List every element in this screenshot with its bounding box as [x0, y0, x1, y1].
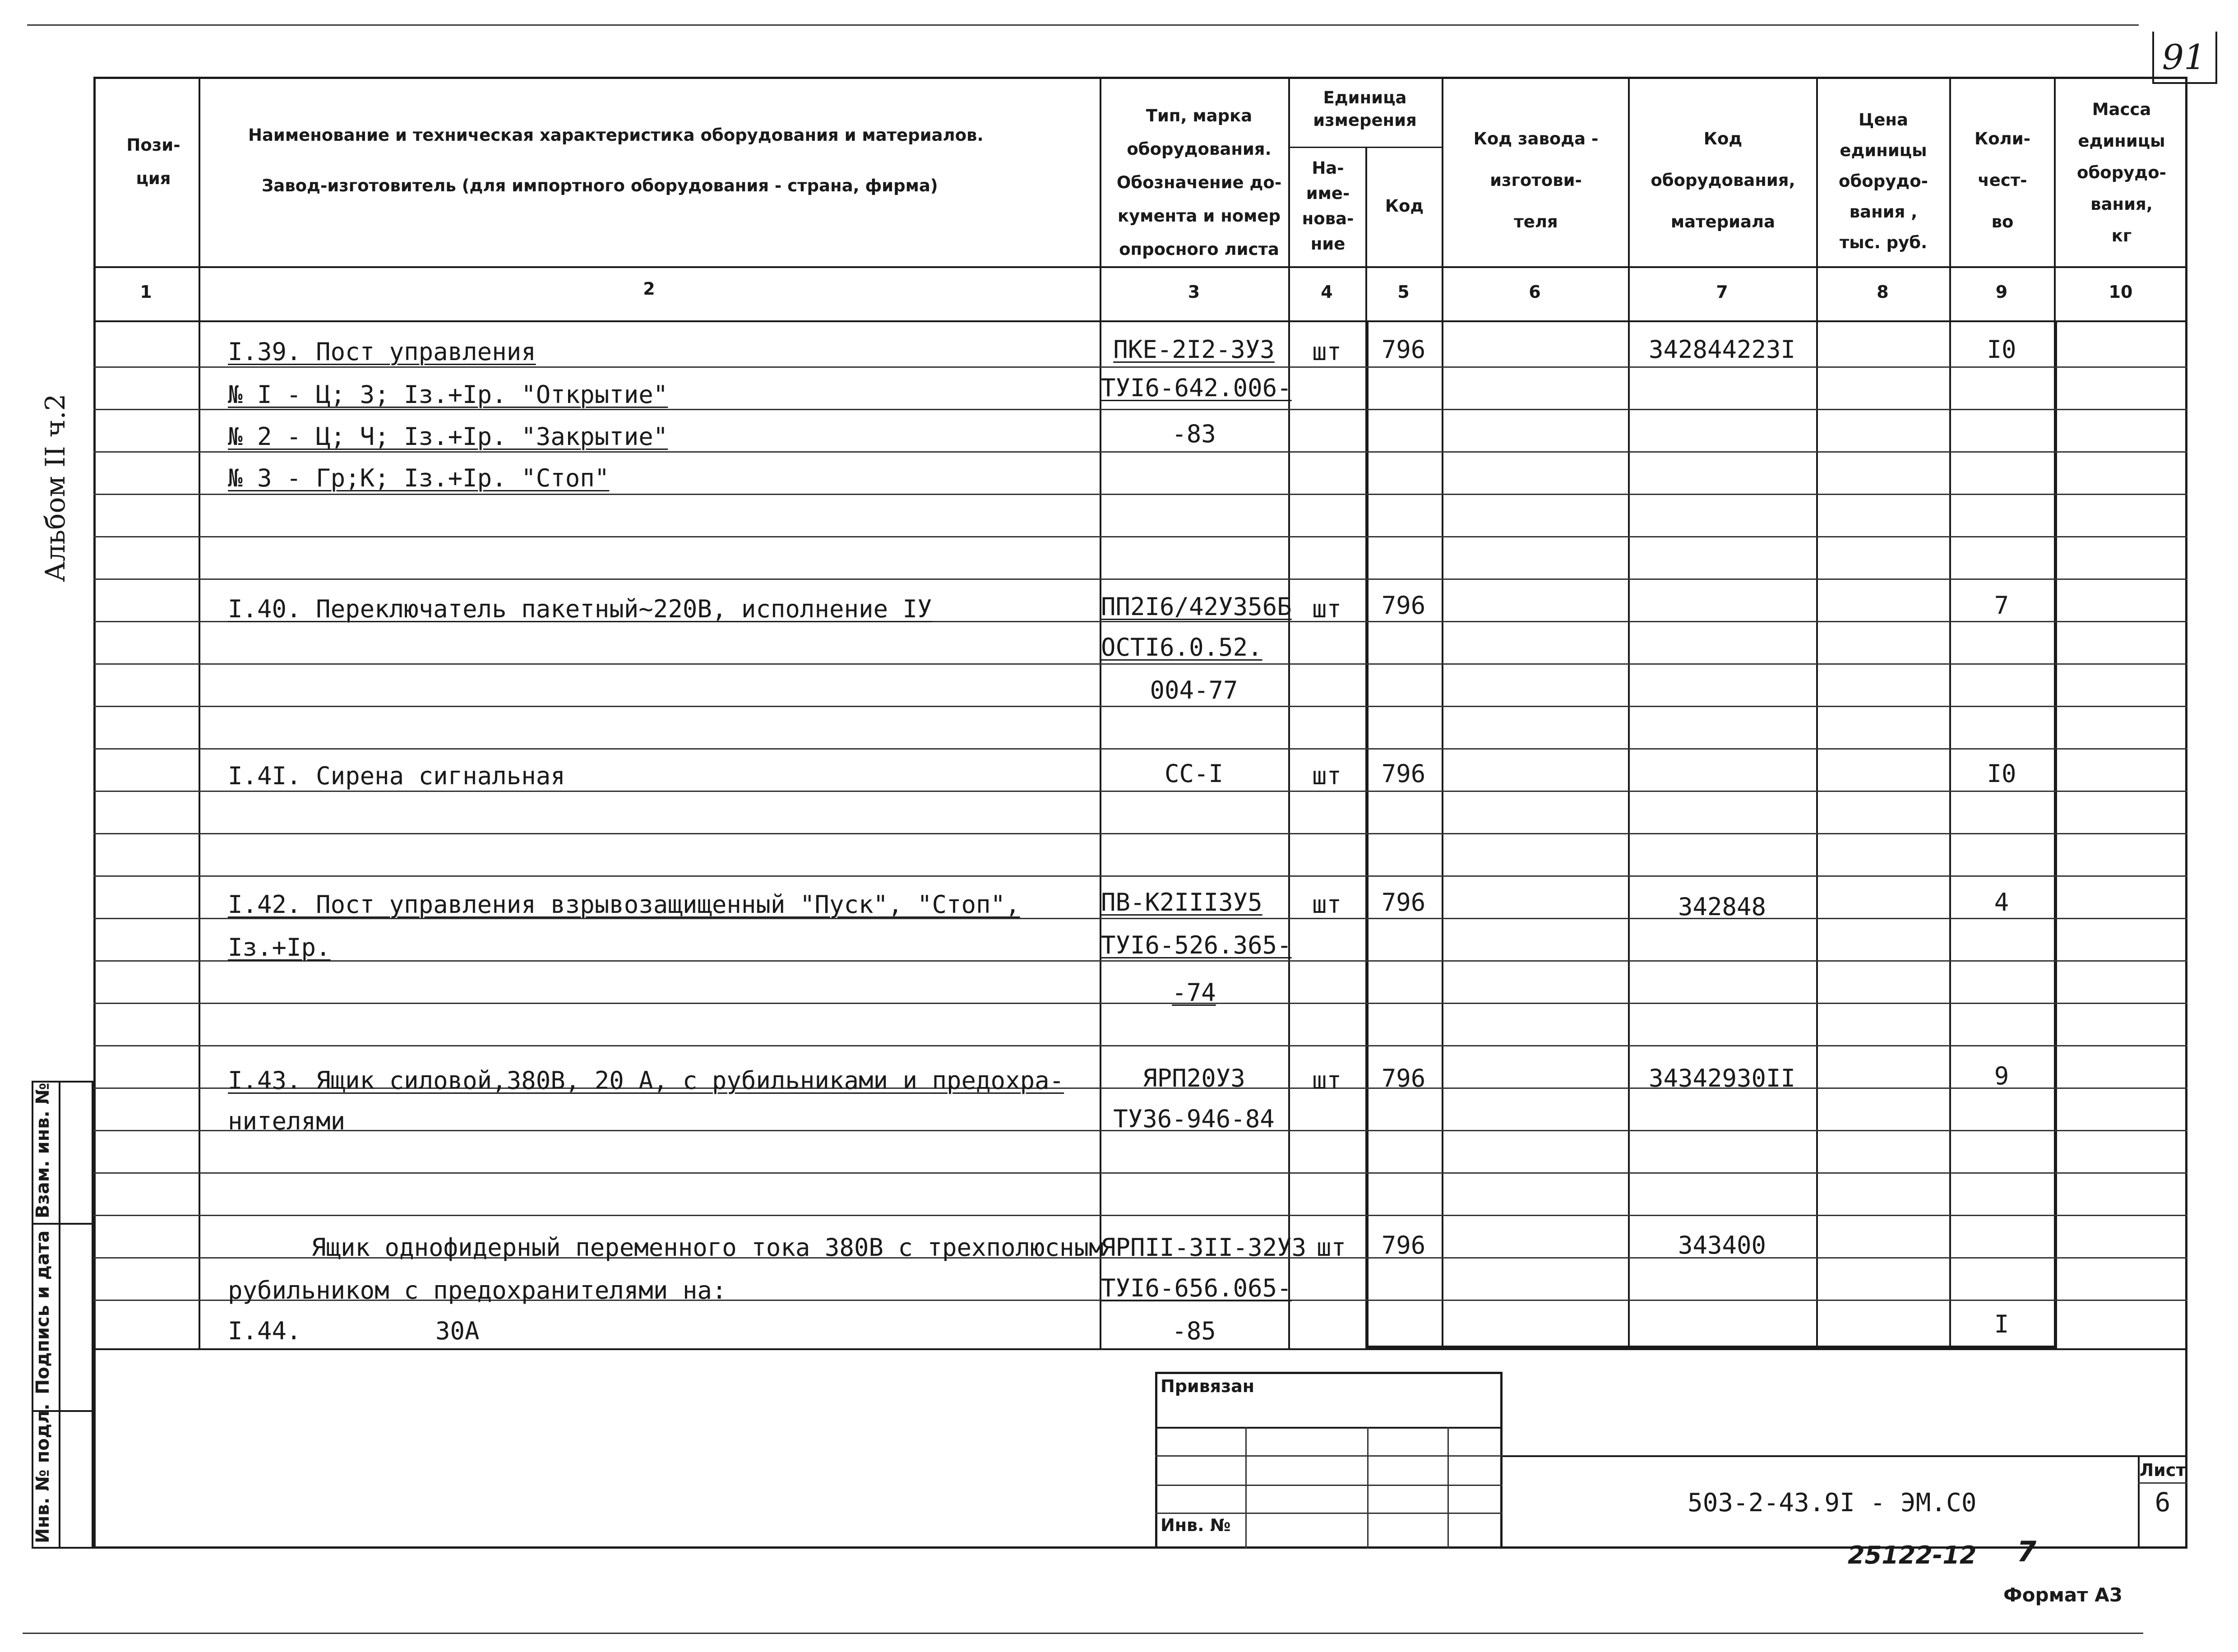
col-number: 5: [1397, 282, 1410, 302]
item-qty: I0: [1987, 759, 2016, 788]
item-type: ЯРП20У3: [1142, 1064, 1245, 1092]
bold-col-5: [1365, 320, 1369, 1348]
bound-label: Привязан: [1161, 1376, 1255, 1396]
stamp-line: [1155, 1455, 1503, 1457]
item-equip-code: 34342930II: [1648, 1064, 1796, 1092]
stamp-vline: [1447, 1427, 1449, 1549]
stamp-vline: [1245, 1427, 1247, 1549]
row-line: [93, 706, 2187, 707]
header-col6: Код завода - изготови- теля: [1473, 129, 1599, 231]
item-type: ТУ36-946-84: [1113, 1105, 1275, 1133]
item-type: ТУI6-656.065-: [1101, 1274, 1292, 1302]
header-col8: Цена единицы оборудо- вания , тыс. руб.: [1839, 110, 1928, 252]
header-col4: На- име- нова- ние: [1302, 158, 1354, 254]
item-name: № 3 - Гр;К; Iз.+Iр. "Стоп": [228, 464, 610, 492]
item-equip-code: 342844223I: [1648, 335, 1796, 364]
side-stamp-inv-orig: Инв. № подл.: [32, 1403, 53, 1543]
item-unit: шт: [1316, 1233, 1346, 1262]
item-type: ОСТI6.0.52.: [1101, 633, 1262, 662]
row-line: [93, 960, 2187, 962]
col-line-7: [1816, 77, 1818, 1348]
col-number: 3: [1188, 282, 1200, 302]
stamp-line: [1155, 1513, 1503, 1514]
row-line: [93, 748, 2187, 750]
item-code: 796: [1381, 759, 1426, 788]
row-line: [93, 833, 2187, 834]
item-type: 004-77: [1150, 676, 1238, 704]
item-unit: шт: [1312, 595, 1342, 623]
item-unit: шт: [1312, 338, 1342, 366]
header-col2: Наименование и техническая характеристика оборудования и материалов. Завод-изготовитель (для импортного оборудования - страна, фирма): [248, 125, 984, 195]
item-qty: 9: [1994, 1062, 2009, 1090]
item-qty: I: [1994, 1310, 2009, 1338]
col-number: 4: [1321, 282, 1333, 302]
item-code: 796: [1381, 888, 1426, 916]
item-name: I.40. Переключатель пакетный~220В, исполнение IУ: [228, 595, 932, 623]
item-qty: I0: [1987, 335, 2016, 364]
row-line: [93, 663, 2187, 665]
sheet-value: 6: [2155, 1487, 2171, 1518]
row-line: [93, 875, 2187, 877]
item-qty: 4: [1994, 888, 2009, 916]
col-number: 2: [643, 279, 655, 299]
row-line: [93, 494, 2187, 495]
row-line: [93, 791, 2187, 792]
row-line: [93, 366, 2187, 368]
handwritten-digit: 7: [2017, 1535, 2037, 1568]
row-line: [93, 536, 2187, 537]
header-col5: Код: [1385, 196, 1424, 216]
row-line: [93, 578, 2187, 580]
item-type: ПП2I6/42У356Б: [1101, 592, 1292, 621]
item-name: рубильником с предохранителями на:: [228, 1276, 727, 1305]
header-col9: Коли- чест- во: [1974, 129, 2031, 231]
sheet-box-line: [2138, 1482, 2187, 1484]
handwritten-number: 25122-12: [1848, 1541, 1977, 1569]
col-number: 7: [1716, 282, 1728, 302]
item-name: I.4I. Сирена сигнальная: [228, 762, 565, 790]
item-unit: шт: [1312, 762, 1342, 790]
item-code: 796: [1381, 335, 1426, 364]
document-code: 503-2-43.9I - ЭМ.С0: [1688, 1488, 1977, 1518]
col-number: 8: [1877, 282, 1889, 302]
row-line: [93, 1172, 2187, 1174]
item-type: -83: [1172, 420, 1216, 448]
item-type: ПКЕ-2I2-3У3: [1113, 335, 1275, 364]
item-name: № 2 - Ц; Ч; Iз.+Iр. "Закрытие": [228, 422, 668, 451]
trim-line-top: [27, 24, 2139, 26]
item-name: нителями: [228, 1107, 346, 1135]
bold-col-9: [2054, 320, 2057, 1348]
row-line: [93, 1045, 2187, 1046]
unit-group-line: [1288, 147, 1442, 148]
item-type: СС-I: [1164, 759, 1224, 788]
item-unit: шт: [1312, 890, 1342, 919]
stamp-line: [1155, 1485, 1503, 1486]
row-line: [93, 451, 2187, 453]
side-stamp-divider: [59, 1081, 60, 1549]
side-stamp-replaced-inv: Взам. инв. №: [32, 1083, 53, 1218]
item-type: ЯРПII-3II-32У3: [1101, 1233, 1307, 1262]
stamp-line: [1155, 1427, 1503, 1429]
col-line-2: [1100, 77, 1101, 1348]
format-label: Формат А3: [2003, 1584, 2122, 1606]
sheet-number-top: 91: [2162, 37, 2206, 77]
stamp-vline: [1367, 1427, 1369, 1549]
sheet-label: Лист: [2139, 1460, 2186, 1480]
item-name: I.43. Ящик силовой,380В, 20 А, с рубильниками и предохра-: [228, 1066, 1064, 1095]
col-number: 9: [1995, 282, 2008, 302]
item-type: ТУI6-526.365-: [1101, 931, 1292, 959]
item-name: Ящик однофидерный переменного тока 380В с трехполюсным: [311, 1233, 1104, 1262]
item-name-size: 30А: [435, 1317, 480, 1345]
item-code: 796: [1381, 1231, 1426, 1259]
row-line: [93, 409, 2187, 410]
item-qty: 7: [1994, 591, 2009, 620]
item-code: 796: [1381, 591, 1426, 620]
col-number: 6: [1529, 282, 1541, 302]
header-unit-group: Единица измерения: [1313, 88, 1417, 130]
item-type: ТУI6-642.006-: [1101, 374, 1292, 402]
item-name: I.39. Пост управления: [228, 338, 536, 366]
header-bottom-line: [93, 266, 2187, 268]
numbers-bottom-line: [93, 320, 2187, 322]
item-equip-code: 343400: [1678, 1231, 1766, 1259]
item-name: № I - Ц; З; Iз.+Iр. "Открытие": [228, 380, 668, 409]
header-col3: Тип, марка оборудования. Обозначение до- кумента и номер опросного листа: [1116, 106, 1282, 259]
item-equip-code: 342848: [1678, 893, 1766, 921]
col-line-8: [1949, 77, 1951, 1348]
side-stamp-line: [32, 1223, 93, 1225]
album-label: Альбом II ч.2: [40, 393, 71, 582]
table-bottom-line: [93, 1348, 2187, 1350]
item-code: 796: [1381, 1064, 1426, 1092]
item-unit: шт: [1312, 1066, 1342, 1095]
title-block-line: [1503, 1455, 2187, 1457]
col-line-1: [199, 77, 200, 1348]
item-name: Iз.+Iр.: [228, 933, 331, 962]
item-type: -85: [1172, 1317, 1216, 1345]
col-number: 10: [2109, 282, 2133, 302]
item-type: ПВ-К2III3У5: [1101, 888, 1262, 916]
inv-label: Инв. №: [1161, 1515, 1231, 1535]
header-col7: Код оборудования, материала: [1651, 129, 1795, 231]
trim-line-bottom: [23, 1633, 2143, 1634]
col-line-3: [1288, 77, 1290, 1348]
item-name: I.44.: [228, 1317, 301, 1345]
side-stamp-signature-date: Подпись и дата: [32, 1230, 53, 1394]
header-col1: Пози- ция: [126, 135, 180, 188]
col-line-6: [1628, 77, 1630, 1348]
item-name: I.42. Пост управления взрывозащищенный "Пуск", "Стоп",: [228, 890, 1020, 919]
item-type: -74: [1172, 978, 1216, 1007]
col-line-5: [1442, 77, 1443, 1348]
col-number: 1: [140, 282, 152, 302]
header-col10: Масса единицы оборудо- вания, кг: [2077, 100, 2166, 245]
row-line: [93, 1215, 2187, 1216]
